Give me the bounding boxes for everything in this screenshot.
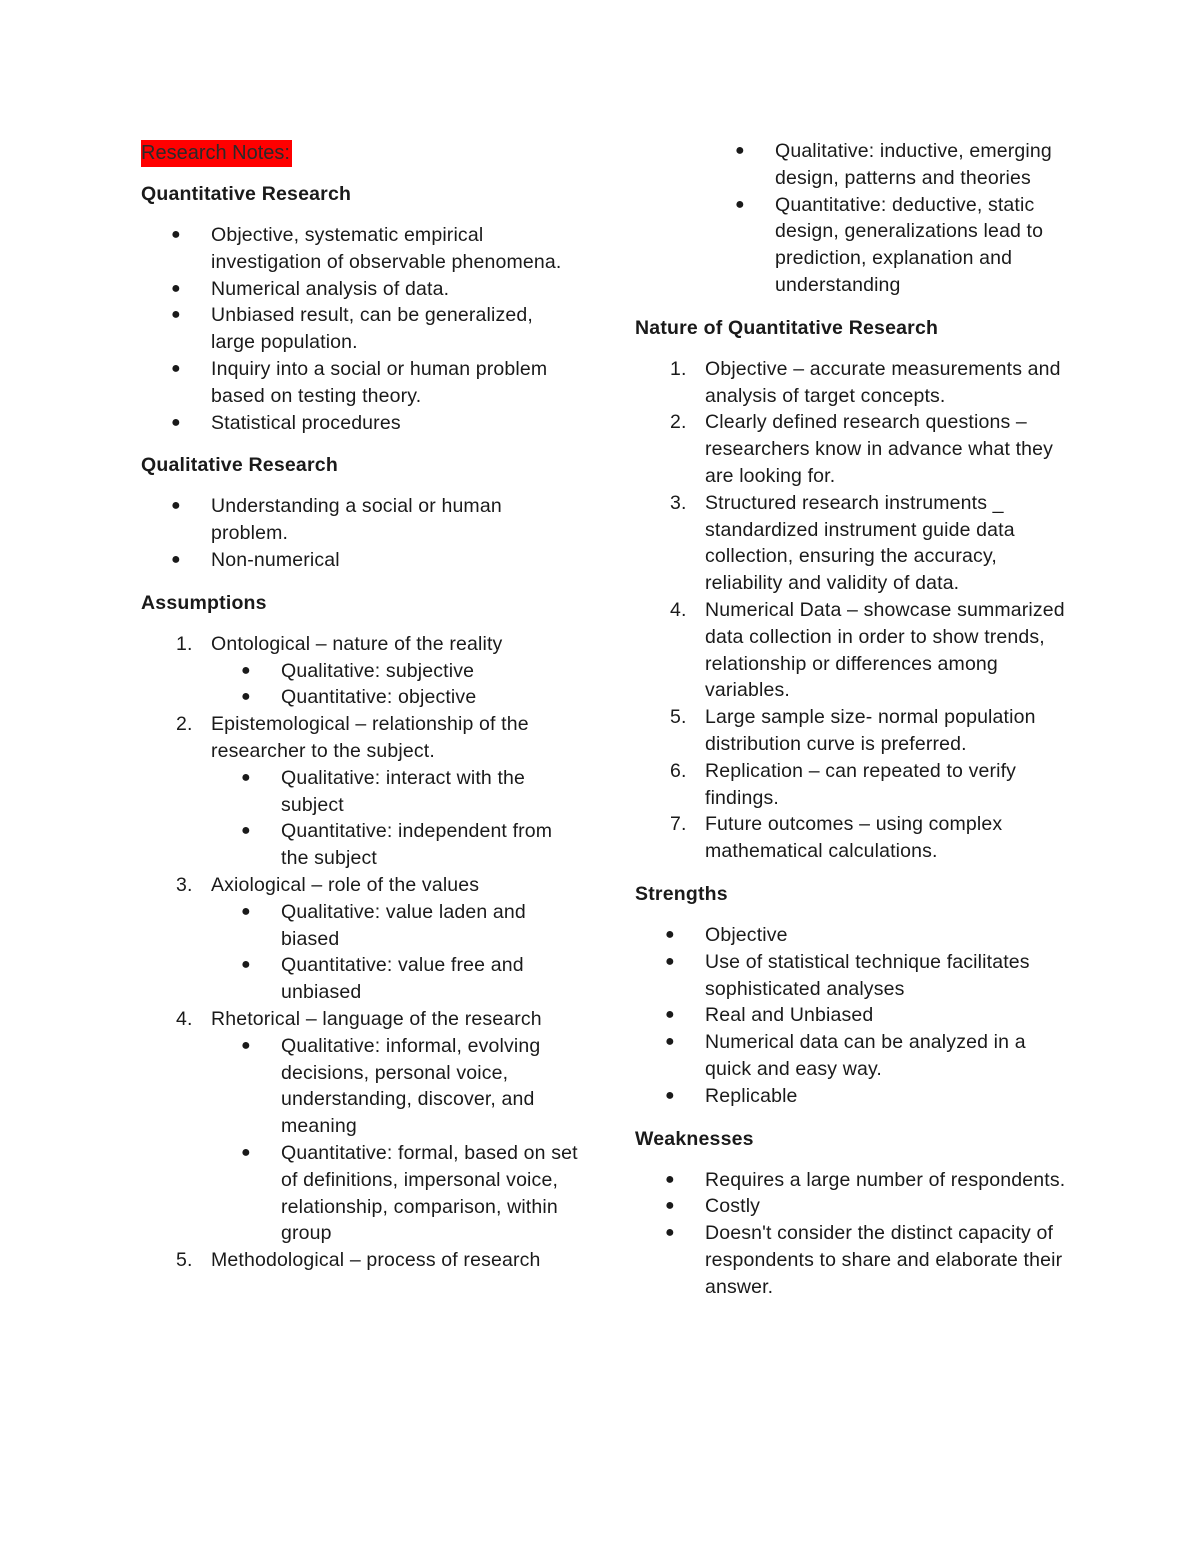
bullet-icon: ● (241, 661, 251, 679)
list-number: 2. (670, 411, 687, 434)
bullet-icon: ● (171, 226, 181, 243)
weaknesses-list (635, 1167, 1075, 1301)
qualitative-heading: Qualitative Research (141, 454, 338, 477)
bullet-icon: ● (171, 550, 181, 568)
bullet-icon: ● (171, 413, 181, 431)
list-item: ● Understanding a social or human problem. (141, 493, 581, 547)
list-number: 2. (176, 713, 193, 736)
bullet-icon: ● (665, 1224, 675, 1242)
assumption-item: 2. Epistemological – relationship of the researcher to the subject. ● Qualitative: interact with the subject ● Quantitative: independent from the subject (141, 711, 581, 872)
list-number: 6. (670, 759, 687, 782)
quantitative-list (141, 222, 581, 436)
nature-item: 5. Large sample size- normal population distribution curve is preferred. (635, 704, 1075, 758)
list-item: ● Objective (635, 922, 1075, 949)
list-number: 5. (176, 1249, 193, 1272)
list-item: ● Statistical procedures (141, 410, 581, 437)
assumptions-list (141, 631, 581, 1274)
list-item: ● Requires a large number of respondents. (635, 1167, 1075, 1194)
bullet-icon: ● (241, 1143, 251, 1161)
list-item: ● Real and Unbiased (635, 1002, 1075, 1029)
sub-list-item: ● Qualitative: subjective (211, 658, 581, 685)
list-item: ● Costly (635, 1193, 1075, 1220)
sub-list-item: ● Qualitative: interact with the subject (211, 765, 581, 819)
sub-list-item: ● Qualitative: value laden and biased (211, 899, 581, 953)
nature-heading: Nature of Quantitative Research (635, 316, 939, 339)
left-column (141, 138, 581, 1290)
bullet-icon: ● (171, 279, 181, 297)
strengths-list (635, 922, 1075, 1110)
methodological-sub-list (705, 138, 1075, 299)
list-number: 3. (176, 873, 193, 896)
bullet-icon: ● (171, 497, 181, 515)
bullet-icon: ● (665, 1033, 675, 1051)
sub-list (211, 1033, 581, 1247)
sub-list-item: ● Quantitative: value free and unbiased (211, 952, 581, 1006)
assumption-item: 3. Axiological – role of the values ● Qualitative: value laden and biased ● Quantitative: value free and unbiased (141, 872, 581, 1006)
assumption-item: 4. Rhetorical – language of the research ● Qualitative: informal, evolving decisions, personal voice, understanding, discover, and meaning ● Quantitative: formal, based on set of definitions, impersonal voice, relationship, comparison, within group (141, 1006, 581, 1247)
bullet-icon: ● (735, 142, 745, 159)
list-item: ● Replicable (635, 1083, 1075, 1110)
bullet-icon: ● (665, 925, 675, 943)
bullet-icon: ● (665, 1170, 675, 1188)
nature-item: 7. Future outcomes – using complex mathematical calculations. (635, 811, 1075, 865)
bullet-icon: ● (735, 195, 745, 213)
sub-list-item: ● Quantitative: independent from the subject (211, 818, 581, 872)
nature-item: 3. Structured research instruments _ standardized instrument guide data collection, ensuring the accuracy, reliability and validity of data. (635, 490, 1075, 597)
bullet-icon: ● (171, 359, 181, 377)
bullet-icon: ● (241, 688, 251, 706)
list-number: 7. (670, 813, 687, 836)
list-number: 5. (670, 706, 687, 729)
nature-item: 6. Replication – can repeated to verify findings. (635, 758, 1075, 812)
list-number: 1. (670, 357, 687, 380)
sub-list-item: ● Qualitative: informal, evolving decisions, personal voice, understanding, discover, and meaning (211, 1033, 581, 1140)
sub-list-item: ● Qualitative: inductive, emerging design, patterns and theories (705, 138, 1075, 192)
bullet-icon: ● (665, 1197, 675, 1215)
list-number: 4. (176, 1007, 193, 1030)
list-number: 1. (176, 632, 193, 655)
nature-list (635, 356, 1075, 865)
sub-list-item: ● Quantitative: deductive, static design, generalizations lead to prediction, explanation and understanding (705, 192, 1075, 299)
list-item: ● Inquiry into a social or human problem based on testing theory. (141, 356, 581, 410)
nature-item: 4. Numerical Data – showcase summarized data collection in order to show trends, relationship or differences among variables. (635, 597, 1075, 704)
strengths-heading: Strengths (635, 882, 728, 905)
assumption-item: 1. Ontological – nature of the reality ● Qualitative: subjective ● Quantitative: objective (141, 631, 581, 711)
sub-list-item: ● Quantitative: objective (211, 684, 581, 711)
nature-item: 2. Clearly defined research questions – researchers know in advance what they are looking for. (635, 409, 1075, 489)
bullet-icon: ● (241, 768, 251, 786)
list-item: ● Numerical data can be analyzed in a quick and easy way. (635, 1029, 1075, 1083)
list-item: ● Unbiased result, can be generalized, large population. (141, 302, 581, 356)
list-item: ● Use of statistical technique facilitates sophisticated analyses (635, 949, 1075, 1003)
assumption-item: 5. Methodological – process of research (141, 1247, 581, 1274)
list-item: ● Numerical analysis of data. (141, 276, 581, 303)
bullet-icon: ● (665, 1006, 675, 1024)
list-item: ● Objective, systematic empirical investigation of observable phenomena. (141, 222, 581, 276)
sub-list-item: ● Quantitative: formal, based on set of definitions, impersonal voice, relationship, comparison, within group (211, 1140, 581, 1247)
list-item: ● Non-numerical (141, 547, 581, 574)
list-item: ● Doesn't consider the distinct capacity of respondents to share and elaborate their answer. (635, 1220, 1075, 1300)
qualitative-list (141, 493, 581, 573)
bullet-icon: ● (665, 1086, 675, 1104)
sub-list (211, 658, 581, 712)
bullet-icon: ● (171, 306, 181, 324)
quantitative-heading: Quantitative Research (141, 183, 352, 205)
nature-item: 1. Objective – accurate measurements and analysis of target concepts. (635, 356, 1075, 410)
assumptions-heading: Assumptions (141, 591, 267, 614)
bullet-icon: ● (241, 822, 251, 840)
document-title: Research Notes: (141, 140, 292, 167)
weaknesses-heading: Weaknesses (635, 1127, 754, 1150)
bullet-icon: ● (665, 952, 675, 970)
list-number: 4. (670, 598, 687, 621)
bullet-icon: ● (241, 956, 251, 974)
list-number: 3. (670, 491, 687, 514)
bullet-icon: ● (241, 1036, 251, 1054)
bullet-icon: ● (241, 902, 251, 920)
right-column (635, 138, 1075, 1316)
sub-list (211, 899, 581, 1006)
sub-list (211, 765, 581, 872)
